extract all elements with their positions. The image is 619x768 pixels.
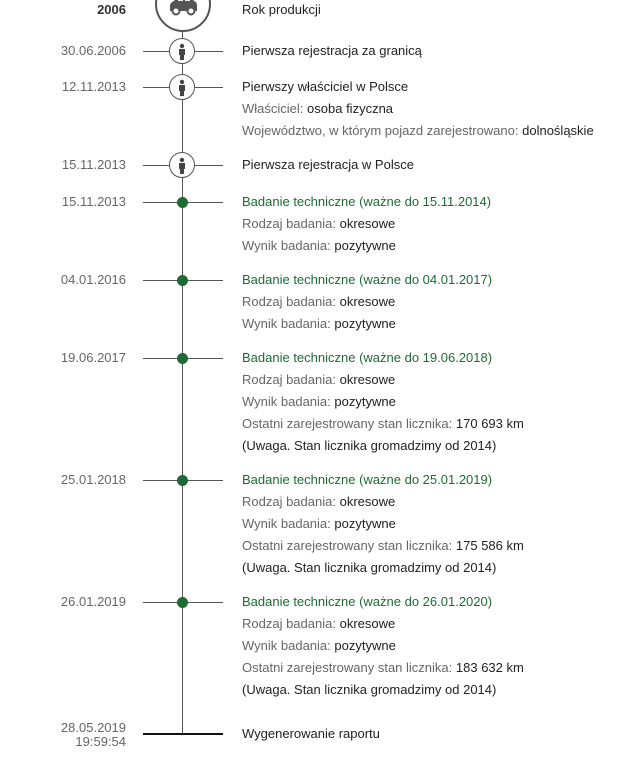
event-title: Rok produkcji [242, 2, 321, 17]
detail-inspection-type: Rodzaj badania: okresowe [242, 216, 396, 231]
odometer-note: (Uwaga. Stan licznika gromadzimy od 2014) [242, 438, 497, 453]
car-icon [155, 0, 211, 32]
detail-odometer: Ostatni zarejestrowany stan licznika: 175 586 km [242, 538, 524, 553]
person-icon [169, 74, 195, 100]
event-title: Pierwszy właściciel w Polsce [242, 79, 409, 94]
timeline-axis [182, 0, 183, 735]
inspection-dot-icon [177, 353, 188, 364]
event-date: 26.01.2019 [60, 594, 126, 609]
event-date: 15.11.2013 [61, 157, 126, 172]
event-date: 2006 [97, 2, 126, 17]
event-date: 15.11.2013 [61, 194, 126, 209]
inspection-dot-icon [177, 197, 188, 208]
inspection-dot-icon [177, 475, 188, 486]
odometer-note: (Uwaga. Stan licznika gromadzimy od 2014) [242, 682, 497, 697]
event-title: Pierwsza rejestracja za granicą [242, 43, 422, 58]
event-time: 19:59:54 [75, 734, 126, 749]
detail-odometer: Ostatni zarejestrowany stan licznika: 170 693 km [242, 416, 524, 431]
event-date: 04.01.2016 [60, 272, 126, 287]
person-icon [169, 38, 195, 64]
event-datetime [0, 721, 126, 749]
odometer-note: (Uwaga. Stan licznika gromadzimy od 2014) [242, 560, 497, 575]
detail-inspection-type: Rodzaj badania: okresowe [242, 294, 396, 309]
detail-inspection-type: Rodzaj badania: okresowe [242, 494, 396, 509]
event-date: 30.06.2006 [60, 43, 126, 58]
event-title: Badanie techniczne (ważne do 25.01.2019) [242, 472, 493, 487]
detail-inspection-result: Wynik badania: pozytywne [242, 394, 396, 409]
event-title: Badanie techniczne (ważne do 04.01.2017) [242, 272, 493, 287]
event-title: Badanie techniczne (ważne do 15.11.2014) [242, 194, 492, 209]
inspection-dot-icon [177, 275, 188, 286]
event-title: Pierwsza rejestracja w Polsce [242, 157, 414, 172]
detail-inspection-result: Wynik badania: pozytywne [242, 638, 396, 653]
event-date: 12.11.2013 [61, 79, 126, 94]
person-icon [169, 152, 195, 178]
detail-inspection-result: Wynik badania: pozytywne [242, 238, 396, 253]
detail-odometer: Ostatni zarejestrowany stan licznika: 183 632 km [242, 660, 524, 675]
event-date: 25.01.2018 [60, 472, 126, 487]
inspection-dot-icon [177, 597, 188, 608]
detail-inspection-result: Wynik badania: pozytywne [242, 316, 396, 331]
event-title: Wygenerowanie raportu [242, 726, 380, 741]
detail-inspection-type: Rodzaj badania: okresowe [242, 372, 396, 387]
event-date: 19.06.2017 [60, 350, 126, 365]
detail-inspection-type: Rodzaj badania: okresowe [242, 616, 396, 631]
event-title: Badanie techniczne (ważne do 26.01.2020) [242, 594, 493, 609]
event-title: Badanie techniczne (ważne do 19.06.2018) [242, 350, 493, 365]
detail-owner: Właściciel: osoba fizyczna [242, 101, 394, 116]
timeline-end-bar [143, 733, 223, 735]
detail-inspection-result: Wynik badania: pozytywne [242, 516, 396, 531]
detail-voivodeship: Województwo, w którym pojazd zarejestrowano: dolnośląskie [242, 123, 594, 138]
event-date: 28.05.2019 [60, 720, 126, 735]
